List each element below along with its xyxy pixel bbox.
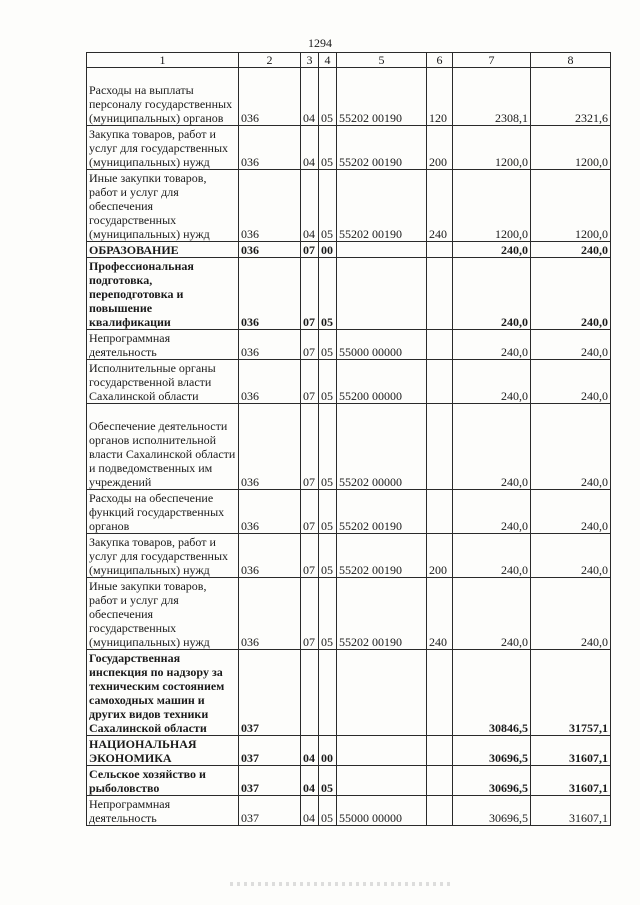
page-number: 1294 — [308, 36, 332, 50]
cell-amount-year1: 30696,5 — [453, 766, 531, 796]
row-name: Закупка товаров, работ и услуг для государственных (муниципальных) нужд — [87, 534, 239, 578]
cell-target-article: 55202 00190 — [337, 578, 427, 650]
cell-expense-type: 200 — [427, 126, 453, 170]
cell-subsection: 05 — [319, 258, 337, 330]
cell-admin-code: 036 — [239, 258, 301, 330]
row-name: НАЦИОНАЛЬНАЯ ЭКОНОМИКА — [87, 736, 239, 766]
column-header: 4 — [319, 53, 337, 68]
cell-target-article: 55202 00000 — [337, 404, 427, 490]
cell-admin-code: 036 — [239, 242, 301, 258]
cell-target-article — [337, 736, 427, 766]
column-header: 8 — [531, 53, 611, 68]
table-row — [87, 578, 611, 650]
cell-target-article: 55202 00190 — [337, 126, 427, 170]
cell-admin-code: 037 — [239, 650, 301, 736]
cell-amount-year2: 240,0 — [531, 242, 611, 258]
table-row — [87, 404, 611, 490]
cell-subsection: 00 — [319, 242, 337, 258]
cell-admin-code: 036 — [239, 578, 301, 650]
column-header: 7 — [453, 53, 531, 68]
column-header: 5 — [337, 53, 427, 68]
cell-amount-year2: 31757,1 — [531, 650, 611, 736]
cell-target-article: 55202 00190 — [337, 68, 427, 126]
cell-amount-year2: 31607,1 — [531, 736, 611, 766]
row-name: Сельское хозяйство и рыболовство — [87, 766, 239, 796]
cell-section: 04 — [301, 736, 319, 766]
table-row — [87, 242, 611, 258]
cell-amount-year1: 240,0 — [453, 490, 531, 534]
cell-admin-code: 036 — [239, 170, 301, 242]
cell-target-article: 55200 00000 — [337, 360, 427, 404]
table-row — [87, 258, 611, 330]
cell-target-article: 55202 00190 — [337, 490, 427, 534]
row-name: Закупка товаров, работ и услуг для государственных (муниципальных) нужд — [87, 126, 239, 170]
cell-section: 04 — [301, 796, 319, 826]
cell-expense-type: 240 — [427, 170, 453, 242]
cell-amount-year1: 240,0 — [453, 330, 531, 360]
cell-subsection: 05 — [319, 330, 337, 360]
column-header: 2 — [239, 53, 301, 68]
cell-admin-code: 037 — [239, 736, 301, 766]
row-name: Непрограммная деятельность — [87, 796, 239, 826]
cell-expense-type — [427, 330, 453, 360]
table-row — [87, 126, 611, 170]
table-header-row — [87, 53, 611, 68]
cell-expense-type: 200 — [427, 534, 453, 578]
cell-amount-year1: 30846,5 — [453, 650, 531, 736]
cell-amount-year2: 31607,1 — [531, 766, 611, 796]
table-row — [87, 650, 611, 736]
row-name: Расходы на выплаты персоналу государственных (муниципальных) органов — [87, 68, 239, 126]
cell-subsection: 05 — [319, 68, 337, 126]
row-name: Иные закупки товаров, работ и услуг для обеспечения государственных (муниципальных) нужд — [87, 170, 239, 242]
cell-amount-year2: 1200,0 — [531, 170, 611, 242]
cell-expense-type — [427, 796, 453, 826]
cell-expense-type — [427, 650, 453, 736]
row-name: Расходы на обеспечение функций государственных органов — [87, 490, 239, 534]
cell-section: 04 — [301, 766, 319, 796]
cell-subsection: 05 — [319, 796, 337, 826]
cell-amount-year1: 240,0 — [453, 242, 531, 258]
cell-expense-type — [427, 242, 453, 258]
budget-table — [86, 52, 611, 826]
cell-section: 04 — [301, 170, 319, 242]
cell-subsection: 00 — [319, 736, 337, 766]
cell-amount-year1: 240,0 — [453, 258, 531, 330]
cell-target-article — [337, 242, 427, 258]
cell-expense-type — [427, 490, 453, 534]
table-row — [87, 490, 611, 534]
table-row — [87, 766, 611, 796]
table-row — [87, 68, 611, 126]
cell-amount-year1: 240,0 — [453, 404, 531, 490]
cell-amount-year1: 240,0 — [453, 534, 531, 578]
cell-section: 07 — [301, 330, 319, 360]
cell-subsection: 05 — [319, 404, 337, 490]
row-name: ОБРАЗОВАНИЕ — [87, 242, 239, 258]
cell-admin-code: 037 — [239, 766, 301, 796]
cell-subsection: 05 — [319, 170, 337, 242]
row-name: Непрограммная деятельность — [87, 330, 239, 360]
cell-expense-type: 240 — [427, 578, 453, 650]
cell-admin-code: 036 — [239, 330, 301, 360]
table-row — [87, 736, 611, 766]
cell-admin-code: 036 — [239, 360, 301, 404]
cell-subsection: 05 — [319, 360, 337, 404]
cell-expense-type — [427, 736, 453, 766]
cell-target-article: 55202 00190 — [337, 170, 427, 242]
cell-subsection: 05 — [319, 578, 337, 650]
cell-target-article — [337, 650, 427, 736]
cell-target-article: 55202 00190 — [337, 534, 427, 578]
cell-amount-year1: 2308,1 — [453, 68, 531, 126]
cell-expense-type — [427, 258, 453, 330]
cell-section: 07 — [301, 258, 319, 330]
cell-admin-code: 036 — [239, 404, 301, 490]
table-row — [87, 360, 611, 404]
cell-subsection: 05 — [319, 126, 337, 170]
scan-artifact — [230, 882, 450, 886]
table-row — [87, 534, 611, 578]
column-header: 1 — [87, 53, 239, 68]
cell-expense-type — [427, 404, 453, 490]
cell-expense-type: 120 — [427, 68, 453, 126]
cell-admin-code: 036 — [239, 534, 301, 578]
cell-amount-year1: 1200,0 — [453, 126, 531, 170]
cell-section — [301, 650, 319, 736]
cell-subsection: 05 — [319, 766, 337, 796]
cell-admin-code: 037 — [239, 796, 301, 826]
cell-section: 07 — [301, 578, 319, 650]
cell-subsection: 05 — [319, 490, 337, 534]
cell-section: 07 — [301, 360, 319, 404]
table-row — [87, 170, 611, 242]
cell-admin-code: 036 — [239, 68, 301, 126]
cell-amount-year2: 240,0 — [531, 258, 611, 330]
row-name: Иные закупки товаров, работ и услуг для обеспечения государственных (муниципальных) нужд — [87, 578, 239, 650]
cell-section: 04 — [301, 68, 319, 126]
cell-amount-year1: 1200,0 — [453, 170, 531, 242]
cell-target-article — [337, 258, 427, 330]
cell-amount-year2: 240,0 — [531, 360, 611, 404]
cell-target-article — [337, 766, 427, 796]
cell-expense-type — [427, 360, 453, 404]
cell-amount-year1: 240,0 — [453, 578, 531, 650]
cell-amount-year1: 30696,5 — [453, 796, 531, 826]
cell-section: 07 — [301, 490, 319, 534]
cell-section: 04 — [301, 126, 319, 170]
cell-amount-year2: 240,0 — [531, 404, 611, 490]
cell-section: 07 — [301, 404, 319, 490]
cell-amount-year2: 1200,0 — [531, 126, 611, 170]
cell-amount-year2: 2321,6 — [531, 68, 611, 126]
column-header: 6 — [427, 53, 453, 68]
cell-amount-year1: 30696,5 — [453, 736, 531, 766]
cell-target-article: 55000 00000 — [337, 330, 427, 360]
row-name: Профессиональная подготовка, переподготовка и повышение квалификации — [87, 258, 239, 330]
cell-admin-code: 036 — [239, 490, 301, 534]
cell-expense-type — [427, 766, 453, 796]
cell-admin-code: 036 — [239, 126, 301, 170]
cell-subsection — [319, 650, 337, 736]
cell-amount-year2: 240,0 — [531, 534, 611, 578]
cell-target-article: 55000 00000 — [337, 796, 427, 826]
cell-section: 07 — [301, 534, 319, 578]
cell-amount-year1: 240,0 — [453, 360, 531, 404]
row-name: Исполнительные органы государственной власти Сахалинской области — [87, 360, 239, 404]
cell-amount-year2: 240,0 — [531, 490, 611, 534]
cell-section: 07 — [301, 242, 319, 258]
row-name: Обеспечение деятельности органов исполнительной власти Сахалинской области и подведомственных им учреждений — [87, 404, 239, 490]
cell-amount-year2: 31607,1 — [531, 796, 611, 826]
column-header: 3 — [301, 53, 319, 68]
row-name: Государственная инспекция по надзору за техническим состоянием самоходных машин и других видов техники Сахалинской области — [87, 650, 239, 736]
cell-amount-year2: 240,0 — [531, 330, 611, 360]
table-row — [87, 796, 611, 826]
cell-amount-year2: 240,0 — [531, 578, 611, 650]
cell-subsection: 05 — [319, 534, 337, 578]
table-row — [87, 330, 611, 360]
